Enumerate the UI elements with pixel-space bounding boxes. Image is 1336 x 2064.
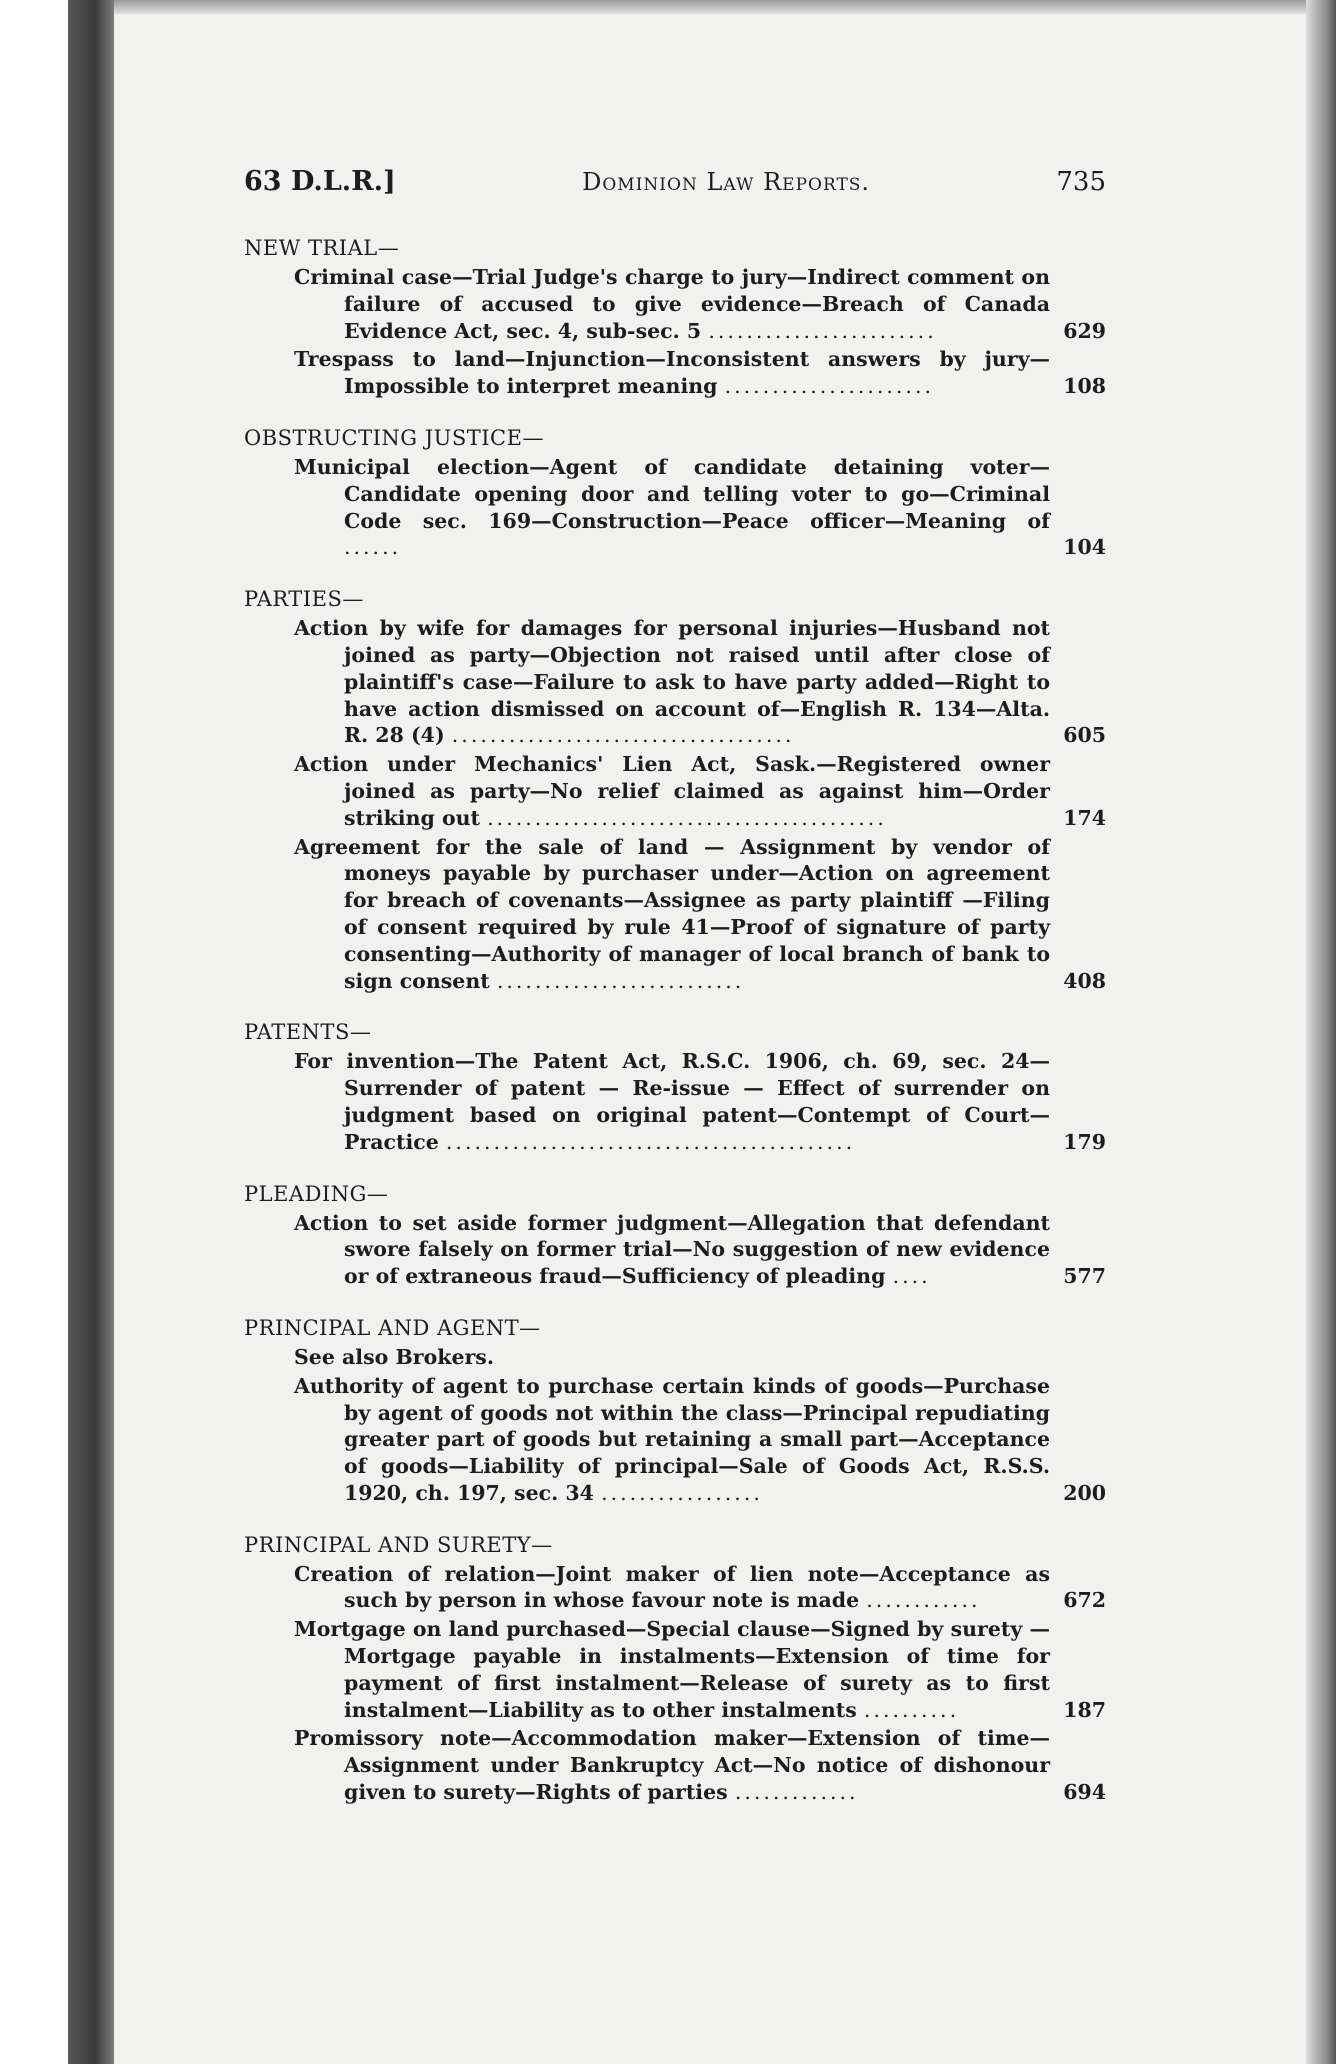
- index-entry: [244, 1373, 1106, 1507]
- page-number: 735: [1056, 167, 1106, 197]
- index-entry: [244, 454, 1106, 561]
- page-reference: 179: [1063, 1129, 1106, 1154]
- index-entry: [244, 1048, 1106, 1155]
- index-entry: [244, 1561, 1106, 1615]
- page-reference: 104: [1063, 535, 1106, 560]
- scan-top-edge: [114, 0, 1336, 14]
- page-reference: 108: [1063, 374, 1106, 399]
- page-reference: 174: [1063, 805, 1106, 830]
- volume-reference: 63 D.L.R.]: [244, 166, 396, 197]
- leader-dots: ..........: [863, 1697, 960, 1722]
- index-entry: [244, 1616, 1106, 1723]
- leader-dots: ......................: [724, 374, 934, 399]
- entry-text: Action to set aside former judgment—Allegation that defendant swore falsely on former trial—No suggestion of new evidence or of extraneous fraud—Sufficiency of pleading: [294, 1210, 1050, 1289]
- entry-text: Mortgage on land purchased—Special clause—Signed by surety —Mortgage payable in instalments—Extension of time for payment of first instalment—Release of surety as to first instalment—Liability as to other instalments: [294, 1617, 1050, 1722]
- index-entry: [244, 615, 1106, 749]
- index-section: [244, 234, 1106, 400]
- page-content: [244, 166, 1106, 1830]
- page-reference: 605: [1063, 723, 1106, 748]
- index-entry: [244, 346, 1106, 400]
- leader-dots: ......: [344, 535, 402, 560]
- page-reference: 408: [1063, 968, 1106, 993]
- section-heading: PATENTS—: [244, 1020, 372, 1045]
- entry-text: Promissory note—Accommodation maker—Extension of time—Assignment under Bankruptcy Act—No notice of dishonour given to surety—Rights of parties: [294, 1726, 1050, 1805]
- page-reference: 672: [1063, 1588, 1106, 1613]
- leader-dots: ..........................................: [487, 805, 887, 830]
- entry-text: Action by wife for damages for personal injuries—Husband not joined as party—Objection not raised until after close of plaintiff's case—Failure to ask to have party added—Right to have action dismissed on account of—English R. 134—Alta. R. 28 (4): [294, 616, 1050, 748]
- leader-dots: ............: [866, 1588, 981, 1613]
- index-entry: [244, 1210, 1106, 1290]
- index-sections: [244, 234, 1106, 1806]
- scan-right-edge: [1306, 0, 1336, 2064]
- leader-dots: ..........................: [496, 968, 745, 993]
- index-section: [244, 1531, 1106, 1806]
- leader-dots: .................: [601, 1480, 763, 1505]
- page-reference: 577: [1063, 1264, 1106, 1289]
- leader-dots: ...........................................: [445, 1129, 856, 1154]
- leader-dots: ....: [892, 1264, 931, 1289]
- entry-text: Agreement for the sale of land — Assignment by vendor of moneys payable by purchaser under—Action on agreement for breach of covenants—Assignee as party plaintiff —Filing of consent required by rule 41—Proof of signature of party consenting—Authority of manager of local branch of bank to sign consent: [294, 834, 1050, 993]
- entry-text: Municipal election—Agent of candidate detaining voter—Candidate opening door and telling voter to go—Criminal Code sec. 169—Construction—Peace officer—Meaning of: [294, 454, 1050, 533]
- index-entry: [244, 264, 1106, 344]
- entry-text: Trespass to land—Injunction—Inconsistent answers by jury—Impossible to interpret meaning: [294, 347, 1050, 399]
- entry-text: Criminal case—Trial Judge's charge to jury—Indirect comment on failure of accused to give evidence—Breach of Canada Evidence Act, sec. 4, sub-sec. 5: [294, 265, 1050, 343]
- section-heading: NEW TRIAL—: [244, 236, 400, 260]
- leader-dots: .............: [734, 1780, 859, 1805]
- leader-dots: ....................................: [451, 723, 795, 748]
- section-heading: PARTIES—: [244, 587, 364, 612]
- entry-text: Creation of relation—Joint maker of lien note—Acceptance as such by person in whose favour note is made: [294, 1561, 1050, 1613]
- index-section: [244, 1314, 1106, 1507]
- leader-dots: ........................: [708, 318, 937, 343]
- entry-text: See also Brokers.: [294, 1344, 494, 1369]
- scan-binding-edge: [68, 0, 114, 2064]
- index-section: [244, 585, 1106, 994]
- page-reference: 187: [1063, 1697, 1106, 1722]
- index-entry: [244, 751, 1106, 831]
- index-entry: [244, 1344, 1106, 1371]
- index-entry: [244, 1725, 1106, 1805]
- section-heading: PRINCIPAL AND SURETY—: [244, 1532, 553, 1557]
- index-entry: [244, 834, 1106, 995]
- section-heading: OBSTRUCTING JUSTICE—: [244, 425, 544, 450]
- entry-text: For invention—The Patent Act, R.S.C. 1906, ch. 69, sec. 24—Surrender of patent — Re-issue — Effect of surrender on judgment based on original patent—Contempt of Court—Practice: [294, 1049, 1050, 1154]
- entry-text: Action under Mechanics' Lien Act, Sask.—Registered owner joined as party—No relief claimed as against him—Order striking out: [294, 752, 1050, 830]
- index-section: [244, 1180, 1106, 1290]
- page-reference: 200: [1063, 1480, 1106, 1505]
- page-reference: 694: [1063, 1780, 1106, 1805]
- section-heading: PLEADING—: [244, 1181, 389, 1206]
- entry-text: Authority of agent to purchase certain kinds of goods—Purchase by agent of goods not within the class—Principal repudiating greater part of goods but retaining a small part—Acceptance of goods—Liability of principal—Sale of Goods Act, R.S.S. 1920, ch. 197, sec. 34: [294, 1373, 1050, 1505]
- index-section: [244, 1018, 1106, 1155]
- publication-title: Dominion Law Reports.: [582, 168, 871, 196]
- index-section: [244, 424, 1106, 561]
- section-heading: PRINCIPAL AND AGENT—: [244, 1315, 541, 1340]
- running-head: [244, 166, 1106, 214]
- page-reference: 629: [1063, 318, 1106, 343]
